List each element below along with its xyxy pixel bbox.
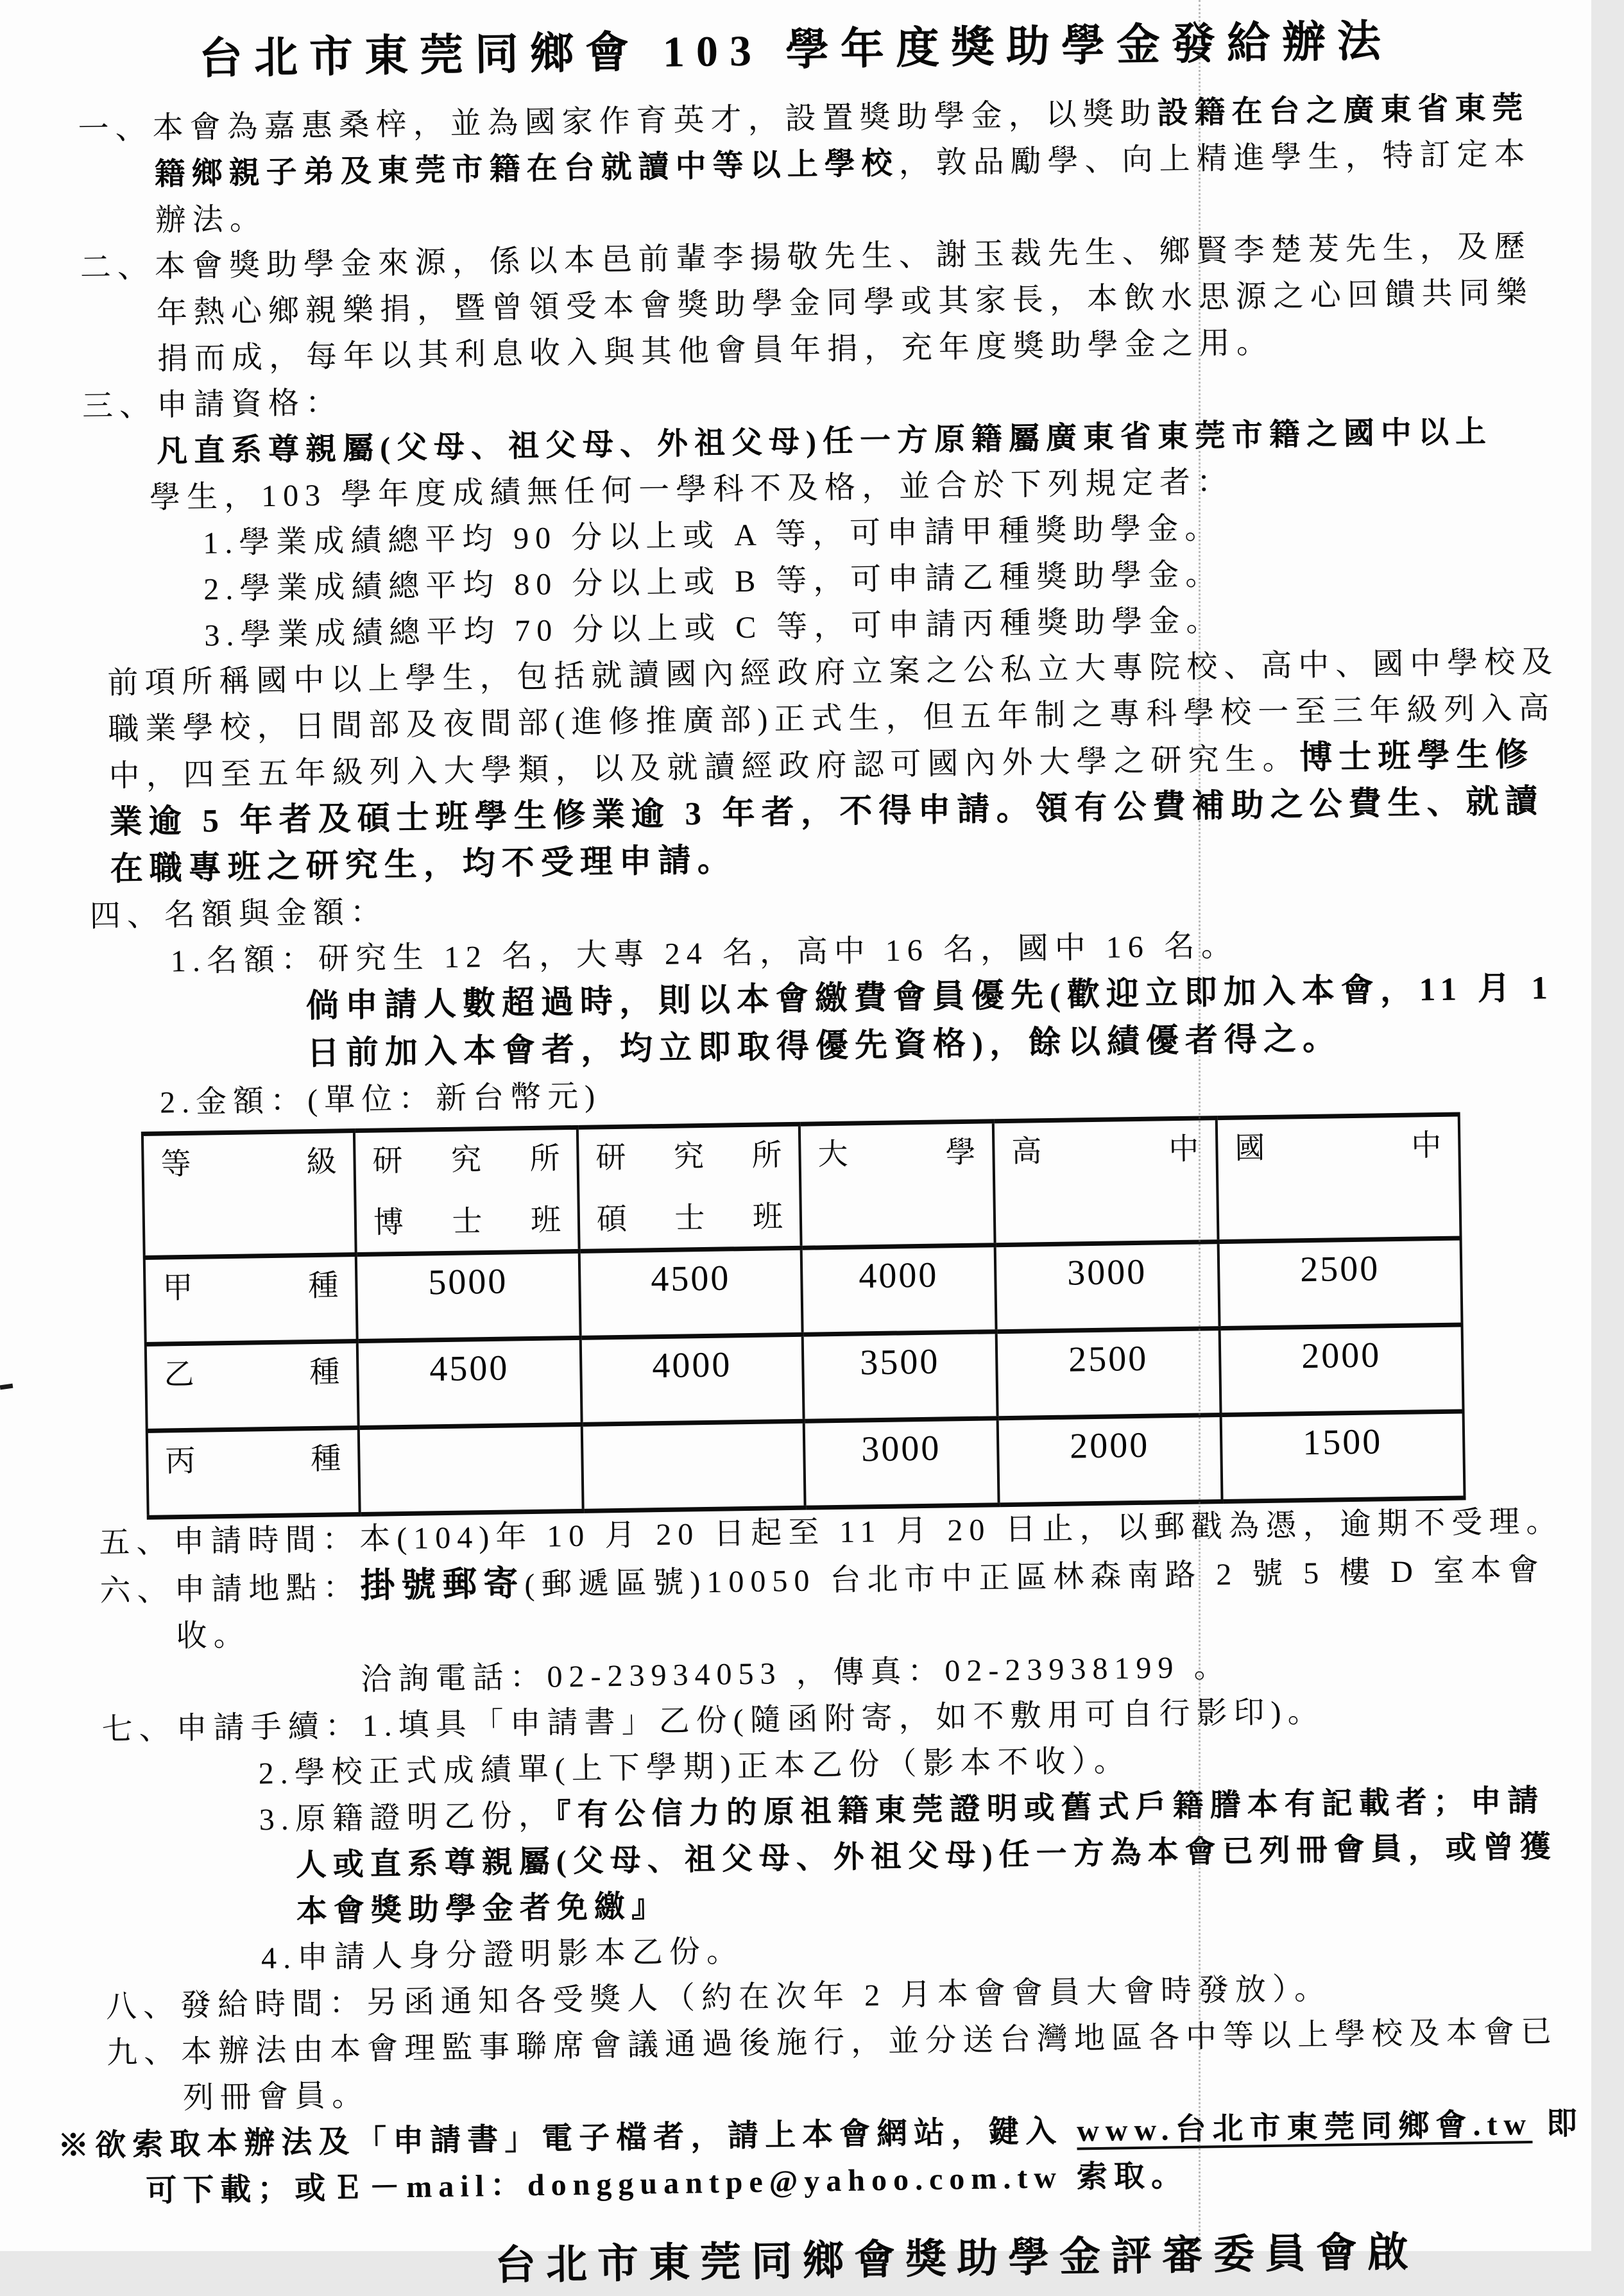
header-highschool: 高中 bbox=[993, 1118, 1218, 1245]
section-8-text: 發給時間：另函通知各受獎人（約在次年 2 月本會會員大會時發放）。 bbox=[180, 1971, 1332, 2023]
section-3-eligibility-line2: 學生，103 學年度成績無任何一學科不及格，並合於下列規定者： bbox=[149, 464, 1235, 515]
amount-cell: 4000 bbox=[801, 1245, 996, 1334]
section-3-paragraph bbox=[107, 639, 1566, 894]
row-label: 乙種 bbox=[146, 1341, 359, 1431]
section-4-number: 四、 bbox=[89, 898, 165, 934]
section-7-item-3 bbox=[259, 1778, 1582, 1936]
section-7-item-4: 4.申請人身分證明影本乙份。 bbox=[261, 1934, 744, 1976]
header-phd: 研究所 博士班 bbox=[354, 1127, 579, 1254]
section-1-number: 一、 bbox=[78, 111, 153, 147]
section-5-number: 五、 bbox=[98, 1525, 174, 1561]
section-1 bbox=[78, 85, 1557, 245]
amount-table bbox=[141, 1112, 1466, 1519]
amount-cell: 4500 bbox=[579, 1248, 803, 1338]
section-7-heading-text: 申請手續： bbox=[176, 1708, 363, 1746]
amount-cell: 2000 bbox=[998, 1415, 1222, 1505]
section-3-paragraph-bold: 博士班學生修業逾 5 年者及碩士班學生修業逾 3 年者，不得申請。領有公費補助之公費生、就讀在職專班之研究生，均不受理申請。 bbox=[109, 736, 1544, 888]
row-label: 甲種 bbox=[144, 1255, 357, 1345]
section-6-address: (郵遞區號)10050 台北市中正區林森南路 2 號 5 樓 D 室本會收。 bbox=[176, 1552, 1546, 1654]
amount-cell: 4500 bbox=[357, 1338, 582, 1427]
section-7-item-3-bold: 『有公信力的原祖籍東莞證明或舊式戶籍謄本有記載者；申請人或直系尊親屬(父母、祖父母、外祖父母)任一方為本會已列冊會員，或曾獲本會獎助學金者免繳』 bbox=[295, 1783, 1558, 1929]
amount-table-header-row bbox=[142, 1114, 1461, 1257]
amount-cell: 4000 bbox=[581, 1334, 804, 1424]
amount-cell: 2000 bbox=[1220, 1325, 1464, 1415]
section-1-text-end: ，敦品勵學、向上精進學生，特訂定本辦法。 bbox=[155, 137, 1532, 238]
section-1-text: 本會為嘉惠桑梓，並為國家作育英才，設置獎助學金，以獎助 bbox=[152, 96, 1158, 146]
section-3-item-3: 3.學業成績總平均 70 分以上或 C 等，可申請丙種獎助學金。 bbox=[203, 603, 1224, 653]
section-3-heading-text: 申請資格： bbox=[156, 386, 343, 423]
section-7-item-2: 2.學校正式成績單(上下學期)正本乙份（影本不收）。 bbox=[258, 1744, 1131, 1791]
section-7-item-1: 1.填具「申請書」乙份(隨函附寄，如不敷用可自行影印)。 bbox=[362, 1694, 1325, 1743]
row-label: 丙種 bbox=[147, 1428, 360, 1518]
amount-cell-empty bbox=[359, 1424, 583, 1514]
page-title: 台北市東莞同鄉會 103 學年度獎助學金發給辦法 bbox=[198, 16, 1393, 83]
section-6-registered-mail-bold: 掛號郵寄 bbox=[359, 1564, 525, 1606]
amount-cell: 3000 bbox=[995, 1242, 1220, 1332]
amount-cell: 3500 bbox=[803, 1332, 998, 1421]
amount-cell: 1500 bbox=[1221, 1411, 1465, 1502]
header-grade: 等級 bbox=[142, 1131, 356, 1258]
section-4-priority-note: 倘申請人數超過時，則以本會繳費會員優先(歡迎立即加入本會，11 月 1 日前加入本會者，均立即取得優先資格)，餘以績優者得之。 bbox=[305, 970, 1555, 1073]
section-7-item-3-text: 3.原籍證明乙份， bbox=[259, 1798, 556, 1837]
section-2 bbox=[80, 223, 1559, 384]
header-masters: 研究所 碩士班 bbox=[577, 1124, 801, 1251]
section-3-eligibility-bold-line: 凡直系尊親屬(父母、祖父母、外祖父母)任一方原籍屬廣東省東莞市籍之國中以上 bbox=[156, 414, 1493, 469]
section-6-phone-line: 洽詢電話：02-23934053 ，傳真：02-23938199 。 bbox=[361, 1649, 1231, 1697]
committee-signature: 台北市東莞同鄉會獎助學金評審委員會啟 bbox=[494, 2229, 1419, 2289]
asterisk-marker: ※ bbox=[57, 2129, 96, 2164]
download-note-text: 欲索取本辦法及「申請書」電子檔者，請上本會網站，鍵入 bbox=[94, 2114, 1077, 2163]
section-5-text: 申請時間：本(104)年 10 月 20 日起至 11 月 20 日止，以郵戳為憑，逾期不受理。 bbox=[173, 1504, 1564, 1560]
scan-artifact bbox=[0, 1384, 13, 1390]
section-6-text: 申請地點： bbox=[174, 1570, 361, 1608]
amount-cell: 2500 bbox=[1218, 1238, 1462, 1329]
section-8-number: 八、 bbox=[105, 1989, 181, 2024]
section-3-item-1: 1.學業成績總平均 90 分以上或 A 等，可申請甲種獎助學金。 bbox=[202, 511, 1222, 561]
section-3-paragraph-text: 前項所稱國中以上學生，包括就讀國內經政府立案之公私立大專院校、高中、國中學校及職業學校，日間部及夜間部(進修推廣部)正式生，但五年制之專科學校一至三年級列入高中，四至五年級列入大學類，以及就讀經政府認可國內外大學之研究生。 bbox=[107, 645, 1559, 794]
amount-cell: 5000 bbox=[356, 1251, 581, 1341]
section-4-amount-line: 2.金額：(單位：新台幣元) bbox=[159, 1079, 602, 1120]
amount-cell-empty bbox=[582, 1421, 805, 1511]
section-9-text: 本辦法由本會理監事聯席會議通過後施行，並分送台灣地區各中等以上學校及本會已列冊會員。 bbox=[180, 2014, 1559, 2116]
section-6-number: 六、 bbox=[99, 1573, 175, 1609]
section-2-text: 本會獎助學金來源，係以本邑前輩李揚敬先生、謝玉裁先生、鄉賢李楚茇先生，及歷年熱心鄉親樂捐，暨曾領受本會獎助學金同學或其家長，本飲水思源之心回饋共同樂捐而成，每年以其利息收入與其他會員年捐，充年度獎助學金之用。 bbox=[154, 229, 1534, 377]
section-3-number: 三、 bbox=[81, 388, 157, 424]
header-university: 大學 bbox=[799, 1121, 995, 1248]
section-4-quota-line: 1.名額：研究生 12 名，大專 24 名，高中 16 名，國中 16 名。 bbox=[170, 928, 1239, 979]
amount-cell: 2500 bbox=[996, 1329, 1221, 1418]
section-9-number: 九、 bbox=[106, 2035, 182, 2070]
amount-cell: 3000 bbox=[804, 1418, 999, 1508]
association-website-url: www.台北市東莞同鄉會.tw bbox=[1076, 2107, 1533, 2148]
section-2-number: 二、 bbox=[80, 250, 155, 285]
section-7-number: 七、 bbox=[101, 1712, 177, 1748]
download-note-email: 即可下載；或Ｅ－mail：dongguantpe@yahoo.com.tw 索取。 bbox=[145, 2106, 1584, 2209]
header-juniorhigh: 國中 bbox=[1217, 1114, 1461, 1242]
section-1-bold-text: 設籍在台之廣東省東莞籍鄉親子弟及東莞市籍在台就讀中等以上學校 bbox=[154, 90, 1530, 192]
section-3-item-2: 2.學業成績總平均 80 分以上或 B 等，可申請乙種獎助學金。 bbox=[203, 557, 1223, 607]
section-4-heading-text: 名額與金額： bbox=[164, 895, 388, 933]
